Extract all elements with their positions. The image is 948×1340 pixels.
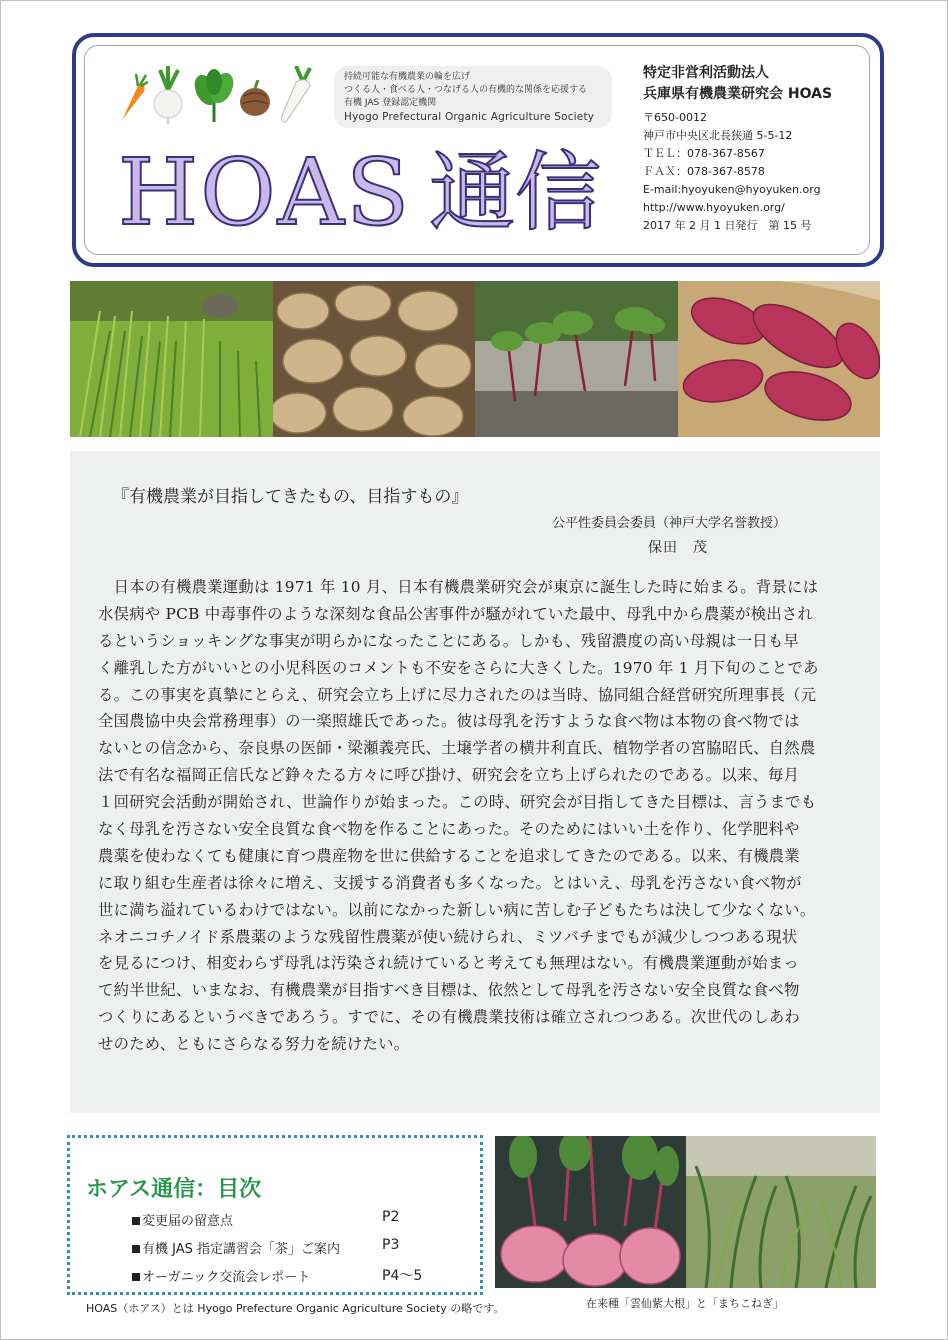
title-kanji: 通信 bbox=[429, 143, 602, 243]
square-bullet-icon bbox=[132, 1273, 140, 1281]
toc-page: P4～5 bbox=[382, 1268, 423, 1284]
slogan-line: 有機 JAS 登録認定機関 bbox=[344, 98, 437, 108]
org-type: 特定非営利活動法人 bbox=[643, 65, 769, 81]
slogan-english: Hyogo Prefectural Organic Agriculture Society bbox=[344, 111, 595, 123]
article-line: 法で有名な福岡正信氏など錚々たる方々に呼び掛け、研究会を立ち上げられたのである。以来、毎月 bbox=[98, 766, 800, 785]
article-line: を見るにつけ、相変わらず母乳は汚染され続けていると考えても無理はない。有機農業運動が始まっ bbox=[98, 954, 799, 973]
author-affiliation: 公平性委員会委員（神戸大学名誉教授） bbox=[552, 516, 787, 531]
toc-page: P2 bbox=[382, 1209, 400, 1225]
article-line: ネオニコチノイド系農薬のような残留性農薬が使い続けられ、ミツバチまでもが減少しつつある現状 bbox=[98, 927, 798, 946]
photo-beet-seedlings bbox=[475, 281, 678, 437]
square-bullet-icon bbox=[132, 1245, 140, 1253]
article-line: せのため、ともにさらなる努力を続けたい。 bbox=[98, 1035, 410, 1054]
website-url: http://www.hyoyuken.org/ bbox=[643, 201, 785, 214]
article-line: に取り組む生産者は徐々に増え、支援する消費者も多くなった。とはいえ、母乳を汚さない食べ物が bbox=[98, 873, 802, 892]
article-line: 日本の有機農業運動は 1971 年 10 月、日本有機農業研究会が東京に誕生した時に始まる。背景には bbox=[98, 578, 819, 596]
article-line: 世に満ち溢れているわけではない。以前になかった新しい病に苦しむ子どもたちは決して少なくない。 bbox=[98, 900, 816, 919]
photo-jerusalem-artichoke bbox=[273, 281, 476, 437]
photo-strip bbox=[70, 281, 880, 437]
toc-page: P3 bbox=[382, 1237, 400, 1253]
photo-onion-field bbox=[70, 281, 273, 437]
article-line: て約半世紀、いまなお、有機農業が目指すべき目標は、依然として母乳を汚さない安全良質な食べ物 bbox=[98, 981, 800, 1000]
organization-info bbox=[643, 63, 873, 235]
article-title: 『有機農業が目指してきたもの、目指すもの』 bbox=[112, 487, 469, 507]
address: 神戸市中央区北長狭通 5-5-12 bbox=[643, 129, 793, 142]
article-line: 水俣病や PCB 中毒事件のような深刻な食品公害事件が騒がれていた最中、母乳中から農薬が検出され bbox=[98, 604, 814, 623]
article-line: 農薬を使わなくても健康に育つ農産物を世に供給することを追求してきたのである。以来、有機農業 bbox=[98, 846, 800, 865]
title-latin: HOAS bbox=[118, 139, 412, 246]
article-line: く離乳した方がいいとの小児科医のコメントも不安をさらに大きくした。1970 年 1 月下旬のことであ bbox=[98, 658, 819, 677]
photo-sweet-potatoes bbox=[678, 281, 881, 437]
toc-item-jas-seminar[interactable] bbox=[132, 1238, 340, 1257]
article-line: つくりにあるというべきであろう。すでに、その有機農業技術は確立されつつある。次世代のしあわ bbox=[98, 1008, 801, 1027]
toc-item-label: 変更届の留意点 bbox=[142, 1214, 234, 1229]
footnote: HOAS（ホアス）とは Hyogo Prefecture Organic Agriculture Society の略です。 bbox=[86, 1302, 505, 1315]
toc-title: ホアス通信：目次 bbox=[86, 1177, 262, 1202]
article-line: るというショッキングな事実が明らかになったことにある。しかも、残留濃度の高い母親は一日も早 bbox=[98, 631, 800, 650]
slogan-line: つくる人・食べる人・つなげる人の有機的な関係を応援する bbox=[344, 85, 588, 95]
photo-machiko-negi bbox=[686, 1136, 877, 1288]
carrot-icon bbox=[108, 72, 148, 124]
taro-icon bbox=[236, 80, 274, 120]
newsletter-title bbox=[118, 138, 601, 248]
article-line: 全国農協中央会常務理事）の一楽照雄氏であった。彼は母乳を汚すような食べ物は本物の食べ物では bbox=[98, 712, 800, 731]
photo-caption: 在来種「雲仙紫大根」と「まちこねぎ」 bbox=[586, 1297, 784, 1310]
postal-code: 〒650-0012 bbox=[643, 111, 707, 124]
slogan-box bbox=[334, 66, 612, 128]
toc-item-label: オーガニック交流会レポート bbox=[142, 1270, 311, 1285]
article-line: なく母乳を汚さない安全良質な食べ物を作ることにあった。そのためにはいい土を作り、化学肥料や bbox=[98, 820, 800, 839]
article-body bbox=[98, 574, 856, 1058]
fax: ＦＡＸ：078-367-8578 bbox=[643, 165, 765, 178]
toc-item-label: 有機 JAS 指定講習会「茶」ご案内 bbox=[142, 1242, 341, 1257]
square-bullet-icon bbox=[132, 1217, 140, 1225]
turnip-icon bbox=[146, 66, 190, 124]
org-name: 兵庫県有機農業研究会 HOAS bbox=[643, 86, 833, 102]
vegetable-illustrations bbox=[108, 66, 318, 124]
article-line: １回研究会活動が開始され、世論作りが始まった。この時、研究会が目指してきた目標は、言うまでも bbox=[98, 793, 817, 812]
article-line: る。この事実を真摯にとらえ、研究会立ち上げに尽力されたのは当時、協同組合経営研究所理事長（元 bbox=[98, 685, 817, 704]
author-name: 保田 茂 bbox=[648, 540, 708, 556]
slogan-line: 持続可能な有機農業の輪を広げ bbox=[344, 72, 471, 82]
leafy-greens-icon bbox=[192, 68, 236, 122]
photo-purple-daikon bbox=[495, 1136, 686, 1288]
email: E-mail:hyoyuken@hyoyuken.org bbox=[643, 183, 821, 196]
article-line: ないとの信念から、奈良県の医師・梁瀬義亮氏、土壌学者の横井利直氏、植物学者の宮脇昭氏、自然農 bbox=[98, 739, 816, 758]
telephone: ＴＥＬ：078-367-8567 bbox=[643, 147, 765, 160]
daikon-icon bbox=[274, 66, 318, 124]
toc-item-organic-report[interactable] bbox=[132, 1266, 310, 1285]
issue-info: 2017 年 2 月 1 日発行 第 15 号 bbox=[643, 219, 812, 232]
bottom-photos bbox=[495, 1136, 876, 1288]
toc-item-changes[interactable] bbox=[132, 1210, 233, 1229]
